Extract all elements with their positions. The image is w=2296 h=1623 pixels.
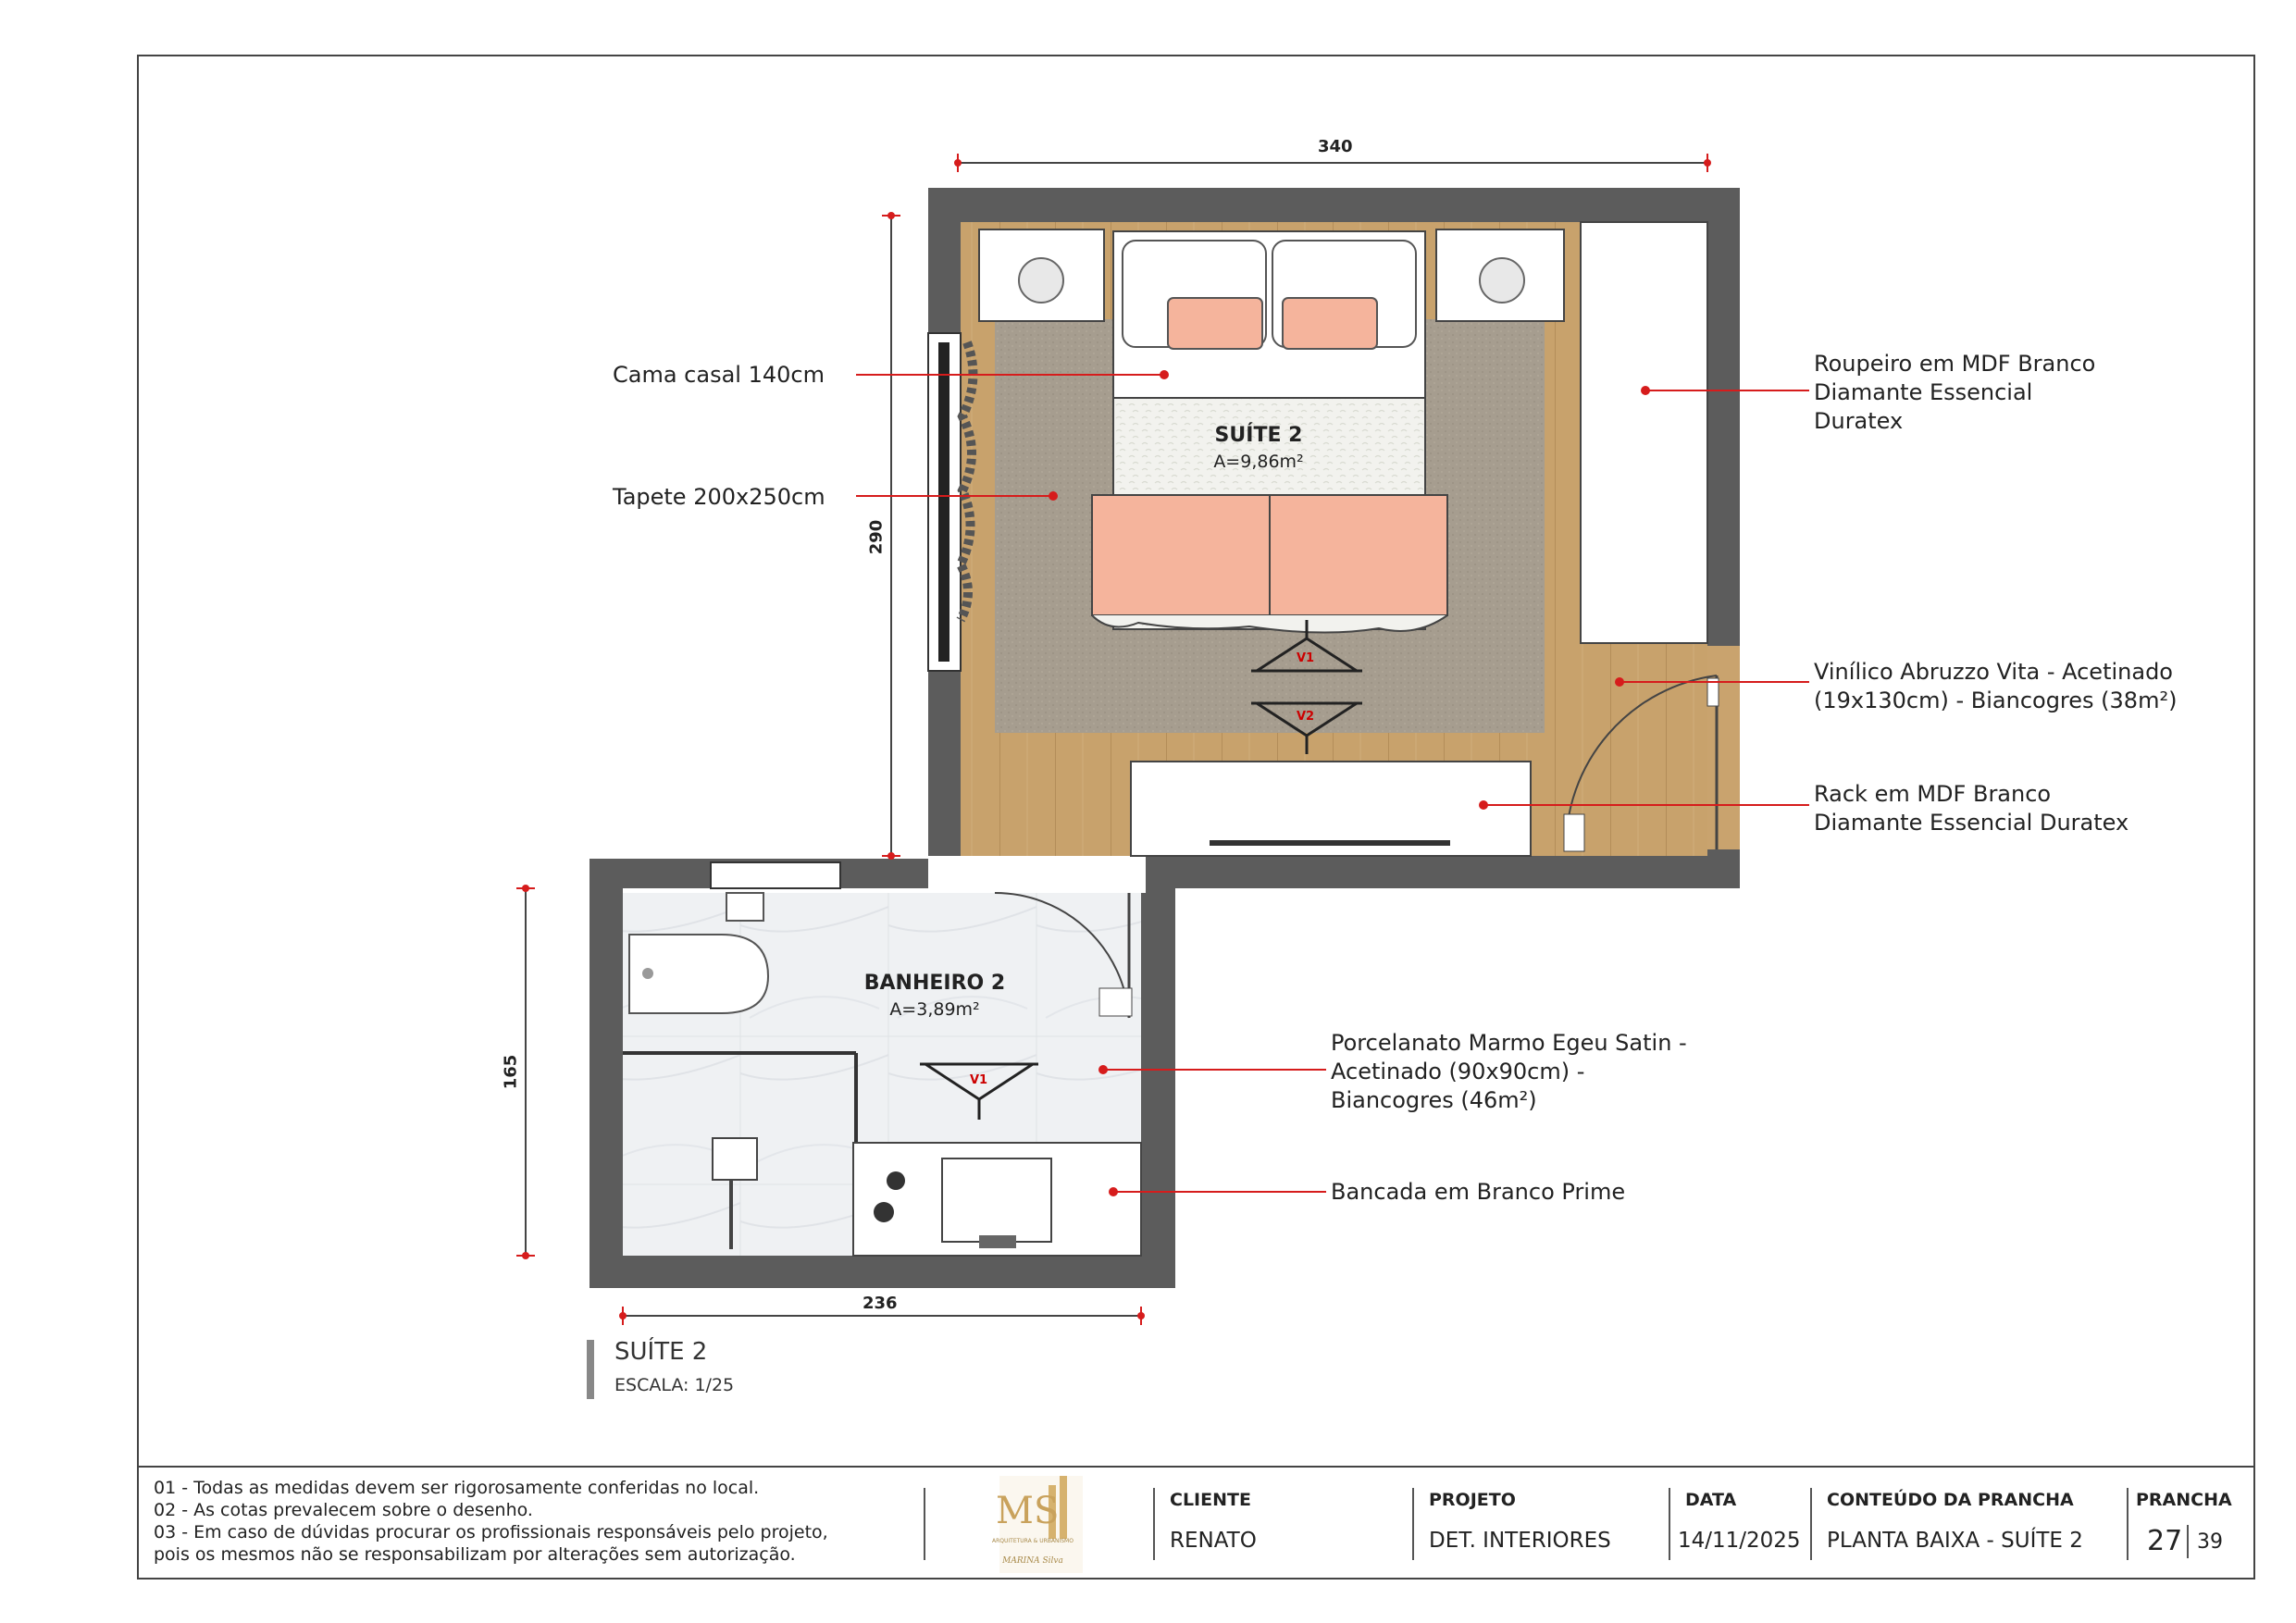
callout-wardrobe: Roupeiro em MDF Branco Diamante Essencial Duratex: [1814, 351, 2096, 434]
caption-scale: ESCALA: 1/25: [614, 1375, 735, 1395]
bath-room-name: BANHEIRO 2: [863, 972, 1006, 995]
projeto-value: DET. INTERIORES: [1429, 1529, 1611, 1553]
callout-bed: Cama casal 140cm: [613, 362, 825, 388]
separator: [1412, 1488, 1414, 1560]
note-line: 01 - Todas as medidas devem ser rigorosamente conferidas no local.: [154, 1478, 760, 1498]
callout-counter: Bancada em Branco Prime: [1331, 1179, 1626, 1205]
suite-room: [928, 188, 1740, 888]
callout-porcelain: Porcelanato Marmo Egeu Satin - Acetinado (90x90cm) - Biancogres (46m²): [1331, 1030, 1687, 1113]
callout-floor: Vinílico Abruzzo Vita - Acetinado (19x130cm) - Biancogres (38m²): [1814, 659, 2178, 713]
callout-rack: Rack em MDF Branco Diamante Essencial Duratex: [1814, 781, 2129, 836]
caption-title: SUÍTE 2: [614, 1338, 708, 1366]
lamp-left: [1019, 258, 1063, 303]
suite-room-area: A=9,86m²: [1213, 452, 1304, 472]
dim-bath-width: 236: [863, 1294, 898, 1313]
separator: [2127, 1488, 2128, 1560]
dim-left-height: 290: [866, 519, 887, 555]
suite-room-name: SUÍTE 2: [1214, 424, 1303, 447]
title-block: [137, 1466, 2255, 1580]
cushion-right: [1283, 298, 1377, 349]
dim-top-width: 340: [1318, 137, 1353, 156]
cliente-value: RENATO: [1170, 1529, 1257, 1553]
lamp-right: [1480, 258, 1524, 303]
projeto-label: PROJETO: [1429, 1490, 1516, 1510]
conteudo-value: PLANTA BAIXA - SUÍTE 2: [1827, 1529, 2083, 1553]
note-line: 02 - As cotas prevalecem sobre o desenho.: [154, 1500, 533, 1520]
wardrobe: [1581, 222, 1707, 643]
logo-signature: MARINA Silva: [1002, 1556, 1063, 1566]
caption-bar: [587, 1340, 594, 1399]
separator: [924, 1488, 925, 1560]
conteudo-label: CONTEÚDO DA PRANCHA: [1827, 1490, 2074, 1510]
note-line: 03 - Em caso de dúvidas procurar os profissionais responsáveis pelo projeto,: [154, 1522, 828, 1542]
cliente-label: CLIENTE: [1170, 1490, 1251, 1510]
prancha-total: 39: [2197, 1530, 2223, 1554]
v1-label-bath: V1: [970, 1073, 988, 1087]
shower-drain: [713, 1138, 757, 1180]
bath-window: [711, 862, 840, 888]
bath-room: [590, 859, 1175, 1288]
tv: [1210, 840, 1450, 846]
sink: [942, 1158, 1051, 1242]
separator: [1669, 1488, 1670, 1560]
bath-room-area: A=3,89m²: [889, 999, 980, 1020]
data-label: DATA: [1685, 1490, 1737, 1510]
prancha-label: PRANCHA: [2136, 1490, 2232, 1510]
note-line: pois os mesmos não se responsabilizam por alterações sem autorização.: [154, 1544, 796, 1565]
callout-rug: Tapete 200x250cm: [613, 484, 825, 510]
prancha-number: 27: [2147, 1525, 2183, 1557]
v2-label-suite: V2: [1297, 710, 1315, 724]
separator: [1810, 1488, 1812, 1560]
logo-letters: MS: [996, 1490, 1060, 1532]
window-glass: [938, 342, 949, 662]
general-notes: [154, 1477, 828, 1566]
dim-bath-height: 165: [501, 1054, 521, 1090]
prancha-divider: [2187, 1525, 2189, 1558]
logo-tagline: ARQUITETURA & URBANISMO: [992, 1538, 1074, 1544]
v1-label-suite: V1: [1297, 651, 1315, 665]
cushion-left: [1168, 298, 1262, 349]
separator: [1153, 1488, 1155, 1560]
data-value: 14/11/2025: [1678, 1529, 1801, 1553]
